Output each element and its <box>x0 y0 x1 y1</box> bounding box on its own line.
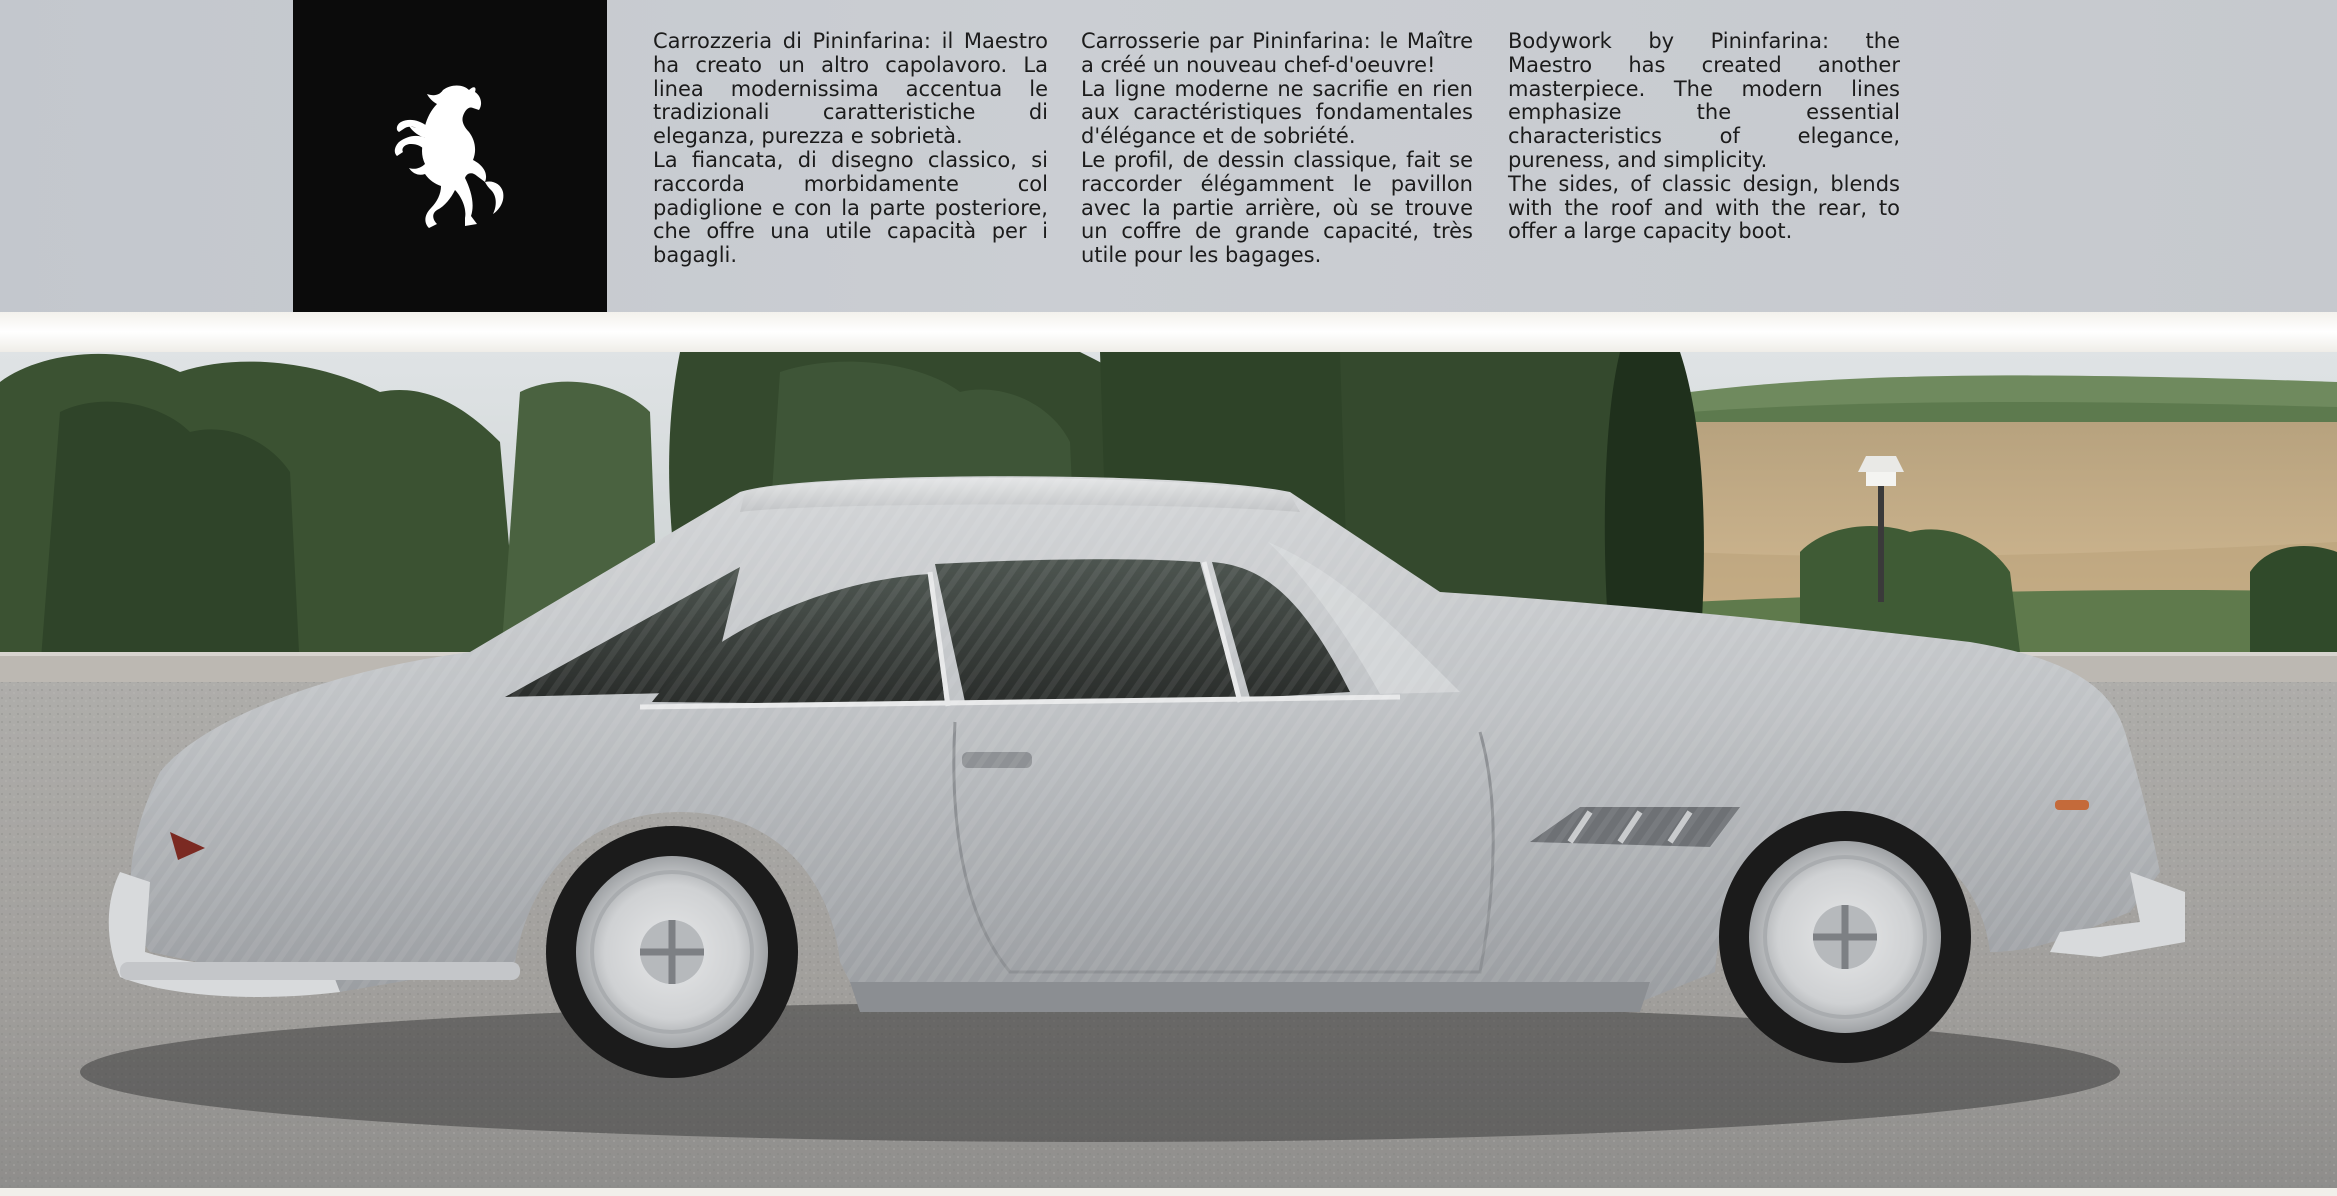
logo-block <box>293 0 607 312</box>
page-bottom-edge <box>0 1188 2337 1196</box>
header-band <box>0 0 2337 312</box>
italian-text-column: Carrozzeria di Pininfarina: il Maestro ha creato un altro capolavoro. La linea modernissima accentua le tradizionali caratteristiche di eleganza, purezza e sobrietà. La fiancata, di disegno classico, si raccorda morbidamente col padiglione e con la parte posteriore, che offre una utile capacità per i bagagli. <box>653 29 1048 268</box>
white-divider-stripe <box>0 312 2337 352</box>
front-wheel <box>1719 811 1971 1063</box>
car-photograph <box>0 352 2337 1190</box>
english-text-column: Bodywork by Pininfarina: the Maestro has created another masterpiece. The modern lines emphasize the essential characteristics of elegance, pureness, and simplicity. The sides, of classic design, blends with the roof and with the rear, to offer a large capacity boot. <box>1508 29 1900 244</box>
rear-wheel <box>546 826 798 1078</box>
prancing-horse-icon <box>385 80 515 240</box>
french-text-column: Carrosserie par Pininfarina: le Maître a créé un nouveau chef-d'oeuvre! La ligne moderne ne sacrifie en rien aux caractéristiques fondamentales d'élégance et de sobriété. Le profil, de dessin classique, fait se raccorder élégamment le pavillon avec la partie arrière, où se trouve un coffre de grande capacité, très utile pour les bagages. <box>1081 29 1473 268</box>
